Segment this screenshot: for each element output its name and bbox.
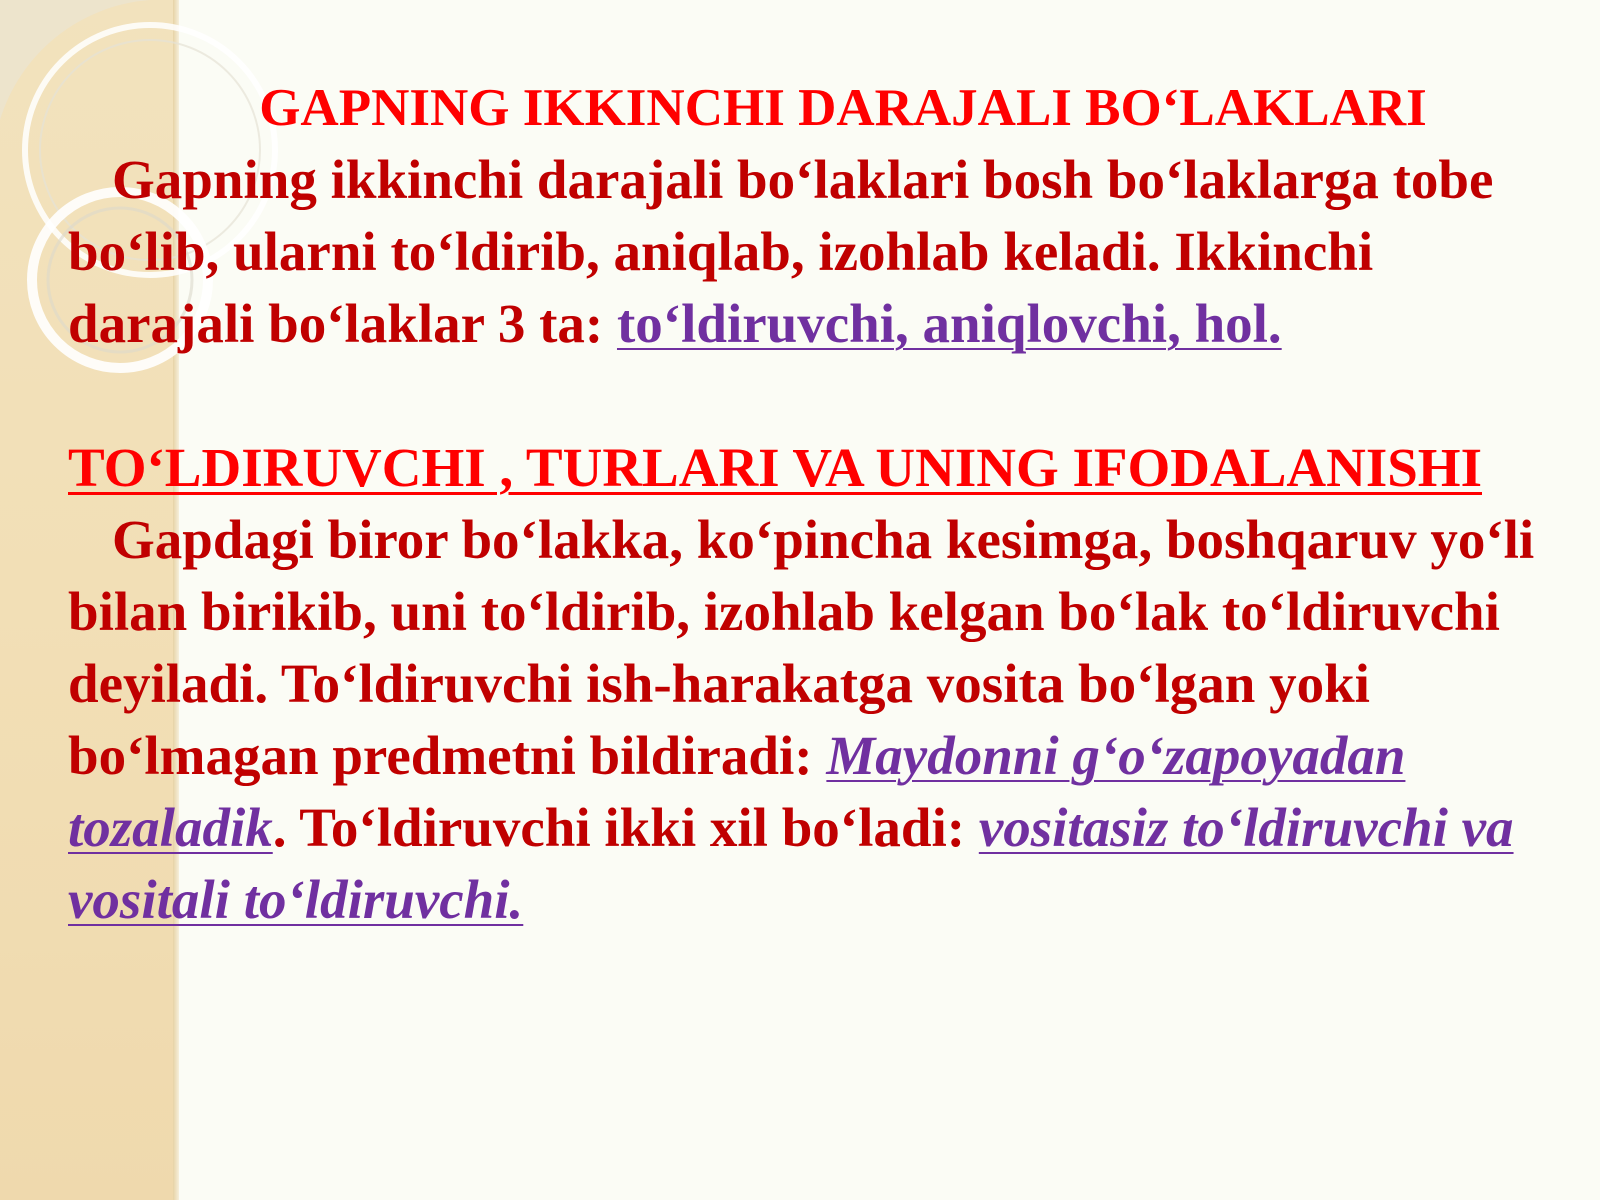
paragraph-secondary-parts [68, 144, 1558, 360]
paragraph-2-text-after: . To‘ldiruvchi ikki xil bo‘ladi: [272, 797, 979, 858]
paragraph-2-text: Gapdagi biror bo‘lakka, ko‘pincha kesimga, boshqaruv yo‘li bilan birikib, uni to‘ldirib, izohlab kelgan bo‘lak to‘ldiruvchi deyiladi. To‘ldiruvchi ish-harakatga vosita bo‘lgan yoki bo‘lmagan predmetni bildiradi: [68, 509, 1535, 786]
slide-title: GAPNING IKKINCHI DARAJALI BO‘LAKLARI [259, 79, 1427, 137]
spacer [68, 360, 1558, 432]
paragraph-complement [68, 504, 1558, 936]
paragraph-1-text: Gapning ikkinchi darajali bo‘laklari bosh bo‘laklarga tobe bo‘lib, ularni to‘ldirib, aniqlab, izohlab keladi. Ikkinchi darajali bo‘laklar 3 ta: [68, 149, 1494, 354]
slide-content [68, 72, 1558, 936]
complement-types-link[interactable]: vositasiz to‘ldiruvchi va vositali to‘ldiruvchi. [68, 797, 1514, 930]
section-heading-complement: TO‘LDIRUVCHI , TURLARI VA UNING IFODALANISHI [68, 437, 1482, 498]
secondary-parts-link[interactable]: to‘ldiruvchi, aniqlovchi, hol. [616, 293, 1282, 354]
example-sentence-link[interactable]: Maydonni g‘o‘zapoyadan tozaladik [68, 725, 1406, 858]
